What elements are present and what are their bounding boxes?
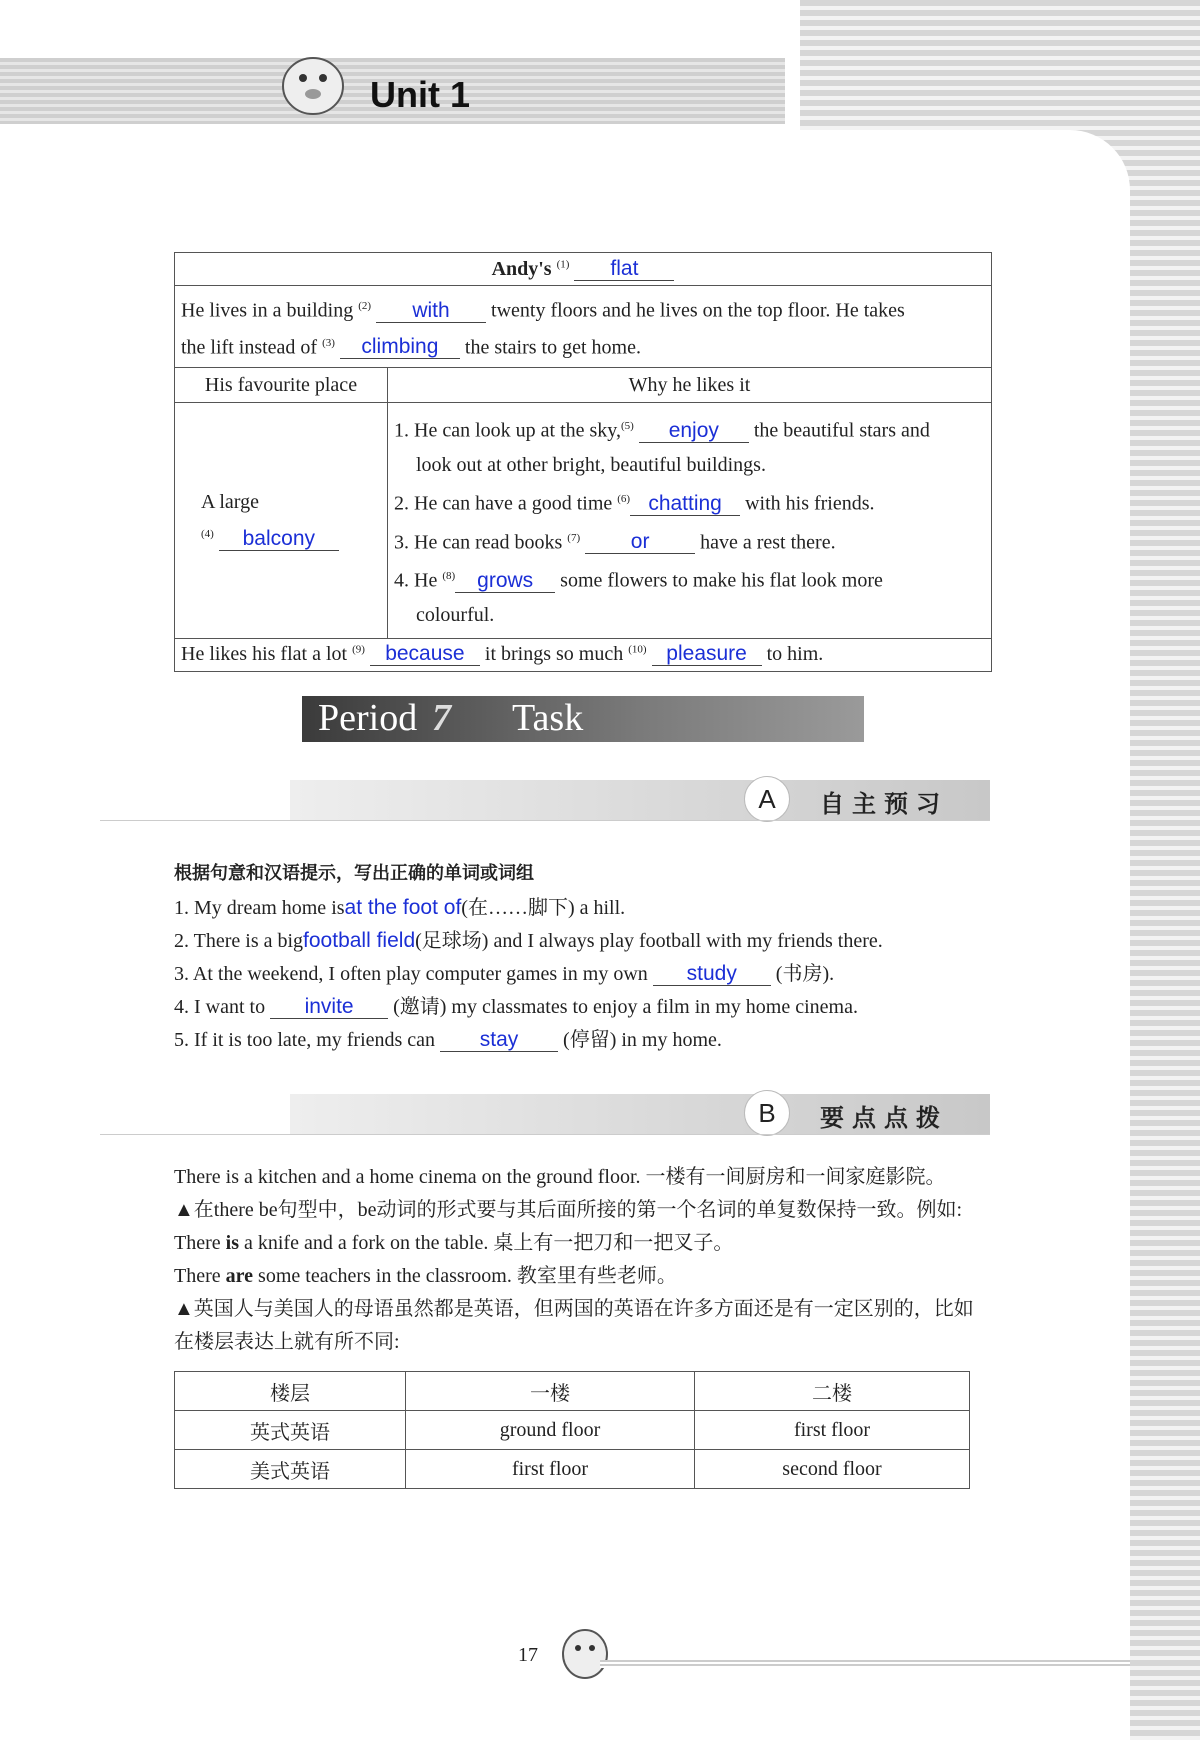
answer-2: with <box>376 300 486 323</box>
table-cell: 英式英语 <box>175 1411 406 1450</box>
answer-6: chatting <box>630 493 740 516</box>
text: is <box>225 1232 239 1254</box>
answer-10: pleasure <box>652 643 762 666</box>
exercise-item <box>174 925 883 958</box>
section-a-divider <box>100 820 990 821</box>
b-line-4 <box>174 1260 974 1293</box>
text: He likes his flat a lot <box>181 643 348 666</box>
b-line-2: ▲在there be句型中，be动词的形式要与其后面所接的第一个名词的单复数保持一致。例如: <box>174 1199 963 1221</box>
text: with his friends. <box>745 492 875 515</box>
exercise-answer: at the foot of <box>344 896 462 919</box>
section-b-divider <box>100 1134 990 1135</box>
col-head-place: His favourite place <box>175 368 388 403</box>
exercise-item <box>174 958 883 991</box>
flat-worksheet-table <box>174 252 992 672</box>
period-label: Period <box>318 697 418 739</box>
text: (书房). <box>775 963 835 985</box>
exercise-answer: study <box>653 963 771 986</box>
section-a-instruction: 根据句意和汉语提示，写出正确的单词或词组 <box>174 863 534 884</box>
period-banner <box>302 696 864 742</box>
period-name: Task <box>512 697 584 739</box>
col-head-why: Why he likes it <box>388 368 992 403</box>
footer-line <box>600 1660 1130 1668</box>
text: He lives in a building <box>181 299 354 322</box>
text: a knife and a fork on the table. 桌上有一把刀和一把叉子。 <box>238 1232 734 1254</box>
exercise-answer: stay <box>440 1029 558 1052</box>
text: the beautiful stars and <box>753 419 930 442</box>
table-cell: second floor <box>695 1450 970 1489</box>
building-row <box>175 286 992 368</box>
text: to him. <box>766 643 824 666</box>
blank-number: (7) <box>567 531 581 544</box>
section-b-letter: B <box>744 1090 790 1136</box>
text: 4. He <box>394 569 438 592</box>
section-a-items <box>174 892 883 1057</box>
blank-number: (10) <box>628 643 647 656</box>
table-header: 楼层 <box>175 1372 406 1411</box>
answer-7: or <box>585 531 695 554</box>
section-a-title: 自主预习 <box>820 790 948 818</box>
answer-1: flat <box>574 258 674 281</box>
reason-4-cont: colourful. <box>416 603 495 626</box>
reason-2 <box>394 482 985 521</box>
b-line-5: ▲英国人与美国人的母语虽然都是英语，但两国的英语在许多方面还是有一定区别的，比如 <box>174 1298 974 1320</box>
table-cell: ground floor <box>406 1411 695 1450</box>
section-b-content <box>174 1161 974 1359</box>
exercise-item <box>174 991 883 1024</box>
text: (停留) in my home. <box>563 1029 722 1051</box>
blank-number: (4) <box>201 528 214 541</box>
reason-3 <box>394 521 985 560</box>
answer-5: enjoy <box>639 420 749 443</box>
table-cell: 美式英语 <box>175 1450 406 1489</box>
section-b-title: 要点点拨 <box>820 1104 948 1132</box>
answer-9: because <box>370 643 480 666</box>
reasons-cell <box>388 403 992 639</box>
text: the stairs to get home. <box>464 336 641 359</box>
unit-title: Unit 1 <box>370 74 471 115</box>
text: some teachers in the classroom. 教室里有些老师。 <box>253 1265 677 1287</box>
table-row <box>175 1450 970 1489</box>
answer-3: climbing <box>340 336 460 359</box>
blank-number: (3) <box>322 336 335 349</box>
table-header: 一楼 <box>406 1372 695 1411</box>
exercise-answer: football field <box>303 929 416 952</box>
text: have a rest there. <box>700 531 836 554</box>
blank-number: (5) <box>620 420 634 433</box>
text: 1. My dream home is <box>174 897 345 919</box>
text: 2. There is a big <box>174 930 304 952</box>
reason-1 <box>394 409 985 448</box>
text: twenty floors and he lives on the top floor. He takes <box>491 299 905 322</box>
text: 4. I want to <box>174 996 266 1018</box>
table-row <box>175 1411 970 1450</box>
reason-1-cont: look out at other bright, beautiful buildings. <box>416 453 766 476</box>
exercise-item <box>174 892 883 925</box>
answer-4: balcony <box>219 528 339 551</box>
text: (邀请) my classmates to enjoy a film in my home cinema. <box>393 996 858 1018</box>
exercise-answer: invite <box>270 996 388 1019</box>
text: 3. He can read books <box>394 531 563 554</box>
exercise-item <box>174 1024 883 1057</box>
blank-number: (1) <box>556 257 570 270</box>
blank-number: (9) <box>352 643 365 656</box>
b-line-1: There is a kitchen and a home cinema on the ground floor. 一楼有一间厨房和一间家庭影院。 <box>174 1166 946 1188</box>
text: 1. He can look up at the sky, <box>394 419 621 442</box>
place-cell <box>175 403 388 639</box>
section-a-letter: A <box>744 776 790 822</box>
text: it brings so much <box>484 643 624 666</box>
text: A large <box>201 491 259 514</box>
reason-4 <box>394 559 985 598</box>
page-number: 17 <box>518 1644 538 1666</box>
period-number: 7 <box>432 697 451 739</box>
text: There <box>174 1232 226 1254</box>
text: There <box>174 1265 226 1287</box>
floor-table <box>174 1371 970 1489</box>
table-header: 二楼 <box>695 1372 970 1411</box>
text: 5. If it is too late, my friends can <box>174 1029 436 1051</box>
text: 3. At the weekend, I often play computer games in my own <box>174 963 648 985</box>
text: are <box>225 1265 254 1287</box>
worksheet-title-cell <box>175 253 992 286</box>
mascot-icon <box>268 40 358 120</box>
table-cell: first floor <box>406 1450 695 1489</box>
worksheet-title: Andy's <box>491 257 552 280</box>
blank-number: (8) <box>442 570 456 583</box>
answer-8: grows <box>455 570 555 593</box>
b-line-6: 在楼层表达上就有所不同: <box>174 1331 400 1353</box>
footer-mascot-icon <box>552 1618 618 1688</box>
text: the lift instead of <box>181 336 318 359</box>
text: some flowers to make his flat look more <box>560 569 883 592</box>
blank-number: (2) <box>358 300 372 312</box>
table-cell: first floor <box>695 1411 970 1450</box>
text: (在……脚下) a hill. <box>461 897 626 919</box>
text: 2. He can have a good time <box>394 492 613 515</box>
b-line-3 <box>174 1227 974 1260</box>
blank-number: (6) <box>617 492 631 505</box>
conclusion-row <box>175 638 992 671</box>
text: (足球场) and I always play football with my friends there. <box>415 930 883 952</box>
